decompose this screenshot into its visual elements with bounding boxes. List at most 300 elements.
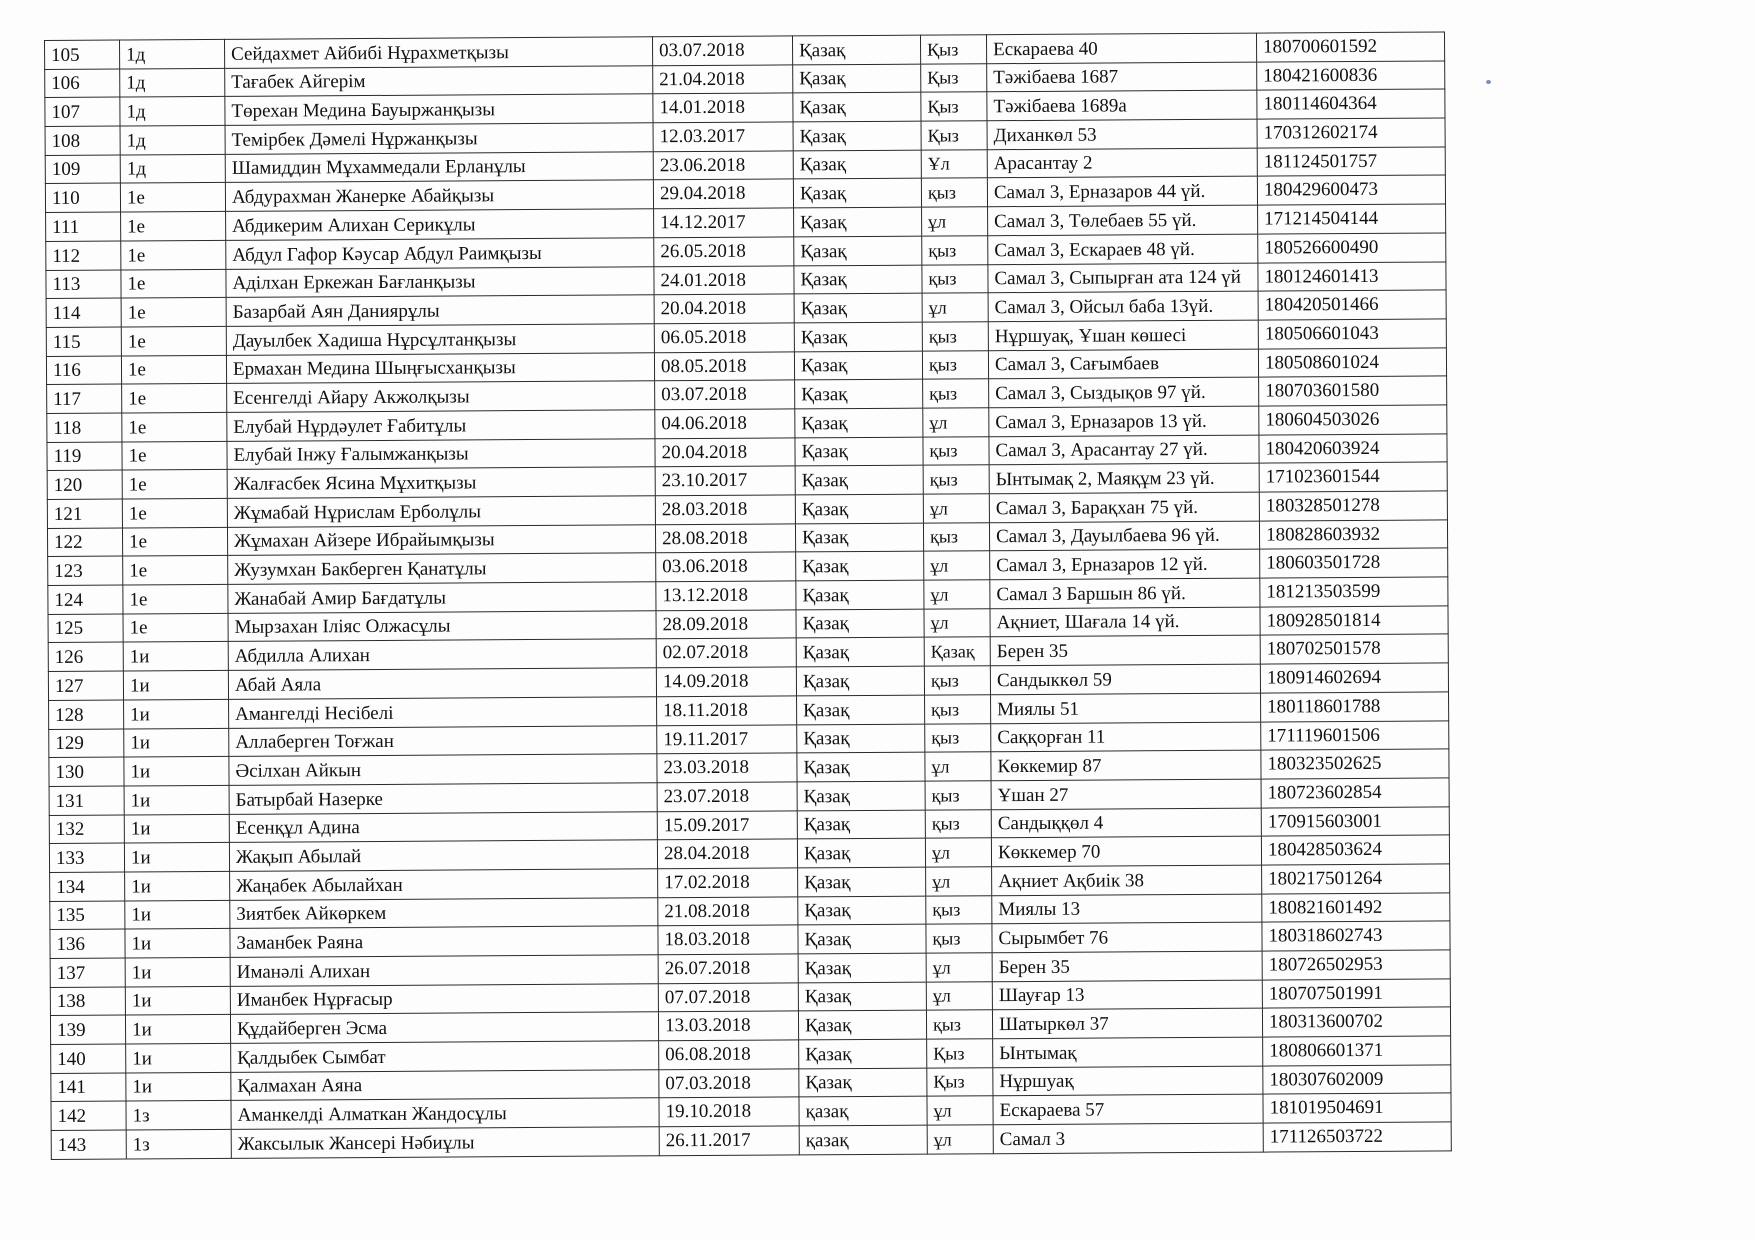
class-cell: 1д	[120, 97, 225, 126]
iin-number: 180723602854	[1261, 778, 1449, 808]
iin-number: 171214504144	[1258, 204, 1446, 234]
address: Берен 35	[992, 951, 1262, 981]
address: Ынтымақ 2, Маяқұм 23 үй.	[989, 463, 1259, 493]
iin-number: 180806601371	[1263, 1036, 1451, 1066]
scan-speck	[1486, 80, 1491, 84]
gender: қыз	[925, 695, 991, 724]
address: Самал 3, Сыздықов 97 үй.	[989, 377, 1259, 407]
student-name: Жаңабек Абылайхан	[230, 869, 658, 900]
row-number: 113	[46, 270, 121, 299]
row-number: 124	[48, 585, 123, 614]
student-name: Есенгелді Айару Акжолқызы	[227, 381, 655, 412]
class-cell: 1д	[120, 125, 225, 154]
iin-number: 171126503722	[1263, 1122, 1451, 1152]
nationality: Қазақ	[794, 351, 922, 380]
iin-number: 180914602694	[1260, 663, 1448, 693]
address: Шауғар 13	[992, 980, 1262, 1010]
row-number: 133	[49, 843, 124, 872]
iin-number: 180828603932	[1259, 520, 1447, 550]
student-name: Заманбек Раяна	[230, 926, 658, 957]
student-name: Қалдыбек Сымбат	[231, 1041, 659, 1072]
address: Самал 3, Төлебаев 55 үй.	[988, 205, 1258, 235]
iin-number: 180603501728	[1260, 548, 1448, 578]
address: Самал 3, Ерназаров 13 үй.	[989, 406, 1259, 436]
gender: Қазақ	[924, 637, 990, 666]
student-name: Амангелді Несібелі	[229, 697, 657, 728]
nationality: Қазақ	[793, 150, 921, 179]
address: Сандыккөл 59	[990, 664, 1260, 694]
nationality: Қазақ	[798, 953, 926, 982]
iin-number: 180114604364	[1257, 89, 1445, 119]
iin-number: 171023601544	[1259, 462, 1447, 492]
nationality: Қазақ	[798, 1011, 926, 1040]
iin-number: 170312602174	[1257, 118, 1445, 148]
address: Самал 3, Ерназаров 12 үй.	[990, 549, 1260, 579]
nationality: Қазақ	[793, 93, 921, 122]
nationality: Қазақ	[797, 781, 925, 810]
birth-date: 19.11.2017	[657, 724, 797, 754]
address: Ескараева 57	[993, 1095, 1263, 1125]
iin-number: 180707501991	[1262, 979, 1450, 1009]
row-number: 128	[49, 700, 124, 729]
gender: қыз	[926, 1010, 992, 1039]
row-number: 116	[46, 356, 121, 385]
row-number: 123	[48, 556, 123, 585]
nationality: Қазақ	[799, 1068, 927, 1097]
student-name: Абдурахман Жанерке Абайқызы	[225, 180, 653, 211]
gender: Қыз	[927, 1067, 993, 1096]
nationality: Қазақ	[797, 695, 925, 724]
row-number: 107	[45, 97, 120, 126]
student-name: Абдикерим Алихан Серикұлы	[226, 209, 654, 240]
nationality: Қазақ	[797, 752, 925, 781]
class-cell: 1е	[121, 355, 226, 384]
student-name: Темірбек Дәмелі Нұржанқызы	[225, 123, 653, 154]
address: Самал 3, Сағымбаев	[988, 349, 1258, 379]
iin-number: 181019504691	[1263, 1093, 1451, 1123]
class-cell: 1е	[120, 183, 225, 212]
birth-date: 06.08.2018	[659, 1040, 799, 1070]
class-cell: 1и	[125, 871, 230, 900]
address: Ескараева 40	[986, 33, 1256, 63]
gender: ұл	[925, 752, 991, 781]
nationality: Қазақ	[793, 121, 921, 150]
row-number: 105	[45, 40, 120, 69]
birth-date: 23.10.2017	[655, 466, 795, 496]
class-cell: 1и	[124, 814, 229, 843]
address: Диханкөл 53	[987, 119, 1257, 149]
row-number: 122	[47, 528, 122, 557]
iin-number: 180429600473	[1257, 175, 1445, 205]
class-cell: 1и	[124, 843, 229, 872]
row-number: 112	[46, 241, 121, 270]
row-number: 138	[50, 987, 125, 1016]
nationality: Қазақ	[793, 64, 921, 93]
iin-number: 180420603924	[1259, 434, 1447, 464]
row-number: 141	[51, 1073, 126, 1102]
row-number: 108	[45, 126, 120, 155]
student-name: Мырзахан Іліяс Олжасұлы	[228, 611, 656, 642]
nationality: қазақ	[799, 1125, 927, 1154]
iin-number: 180420501466	[1258, 290, 1446, 320]
nationality: Қазақ	[796, 638, 924, 667]
student-name: Иманәлі Алихан	[230, 955, 658, 986]
row-number: 131	[49, 786, 124, 815]
nationality: қазақ	[799, 1097, 927, 1126]
student-name: Базарбай Аян Даниярұлы	[226, 295, 654, 326]
class-cell: 1е	[123, 584, 228, 613]
nationality: Қазақ	[797, 724, 925, 753]
address: Арасантау 2	[987, 148, 1257, 178]
birth-date: 29.04.2018	[653, 179, 793, 209]
row-number: 143	[51, 1130, 126, 1159]
class-cell: 1и	[124, 699, 229, 728]
student-name: Аділхан Еркежан Бағланқызы	[226, 266, 654, 297]
class-cell: 1е	[122, 384, 227, 413]
student-name: Аллаберген Тоғжан	[229, 725, 657, 756]
class-cell: 1и	[125, 929, 230, 958]
student-name: Құдайберген Эсма	[230, 1012, 658, 1043]
row-number: 120	[47, 470, 122, 499]
address: Самал 3, Дауылбаева 96 үй.	[989, 521, 1259, 551]
gender: ұл	[926, 981, 992, 1010]
birth-date: 13.03.2018	[658, 1011, 798, 1041]
row-number: 109	[45, 155, 120, 184]
birth-date: 15.09.2017	[657, 810, 797, 840]
gender: қыз	[924, 666, 990, 695]
student-name: Жұмахан Айзере Ибрайымқызы	[227, 524, 655, 555]
birth-date: 03.07.2018	[655, 380, 795, 410]
gender: ұл	[925, 838, 991, 867]
row-number: 130	[49, 757, 124, 786]
student-name: Тағабек Айгерім	[225, 65, 653, 96]
iin-number: 180604503026	[1259, 405, 1447, 435]
birth-date: 06.05.2018	[654, 323, 794, 353]
class-cell: 1и	[125, 900, 230, 929]
gender: қыз	[923, 436, 989, 465]
student-name: Жузумхан Бакберген Қанатұлы	[228, 553, 656, 584]
row-number: 137	[50, 958, 125, 987]
class-cell: 1и	[124, 728, 229, 757]
gender: қыз	[921, 178, 987, 207]
class-cell: 1з	[126, 1101, 231, 1130]
student-name: Жақып Абылай	[229, 840, 657, 871]
birth-date: 14.12.2017	[654, 208, 794, 238]
gender: ұл	[927, 1125, 993, 1154]
iin-number: 180421600836	[1257, 61, 1445, 91]
nationality: Қазақ	[796, 580, 924, 609]
gender: Қыз	[921, 63, 987, 92]
birth-date: 18.03.2018	[658, 925, 798, 955]
student-name: Есенқұл Адина	[229, 811, 657, 842]
row-number: 111	[46, 212, 121, 241]
gender: Қыз	[927, 1039, 993, 1068]
student-name: Төрехан Медина Бауыржанқызы	[225, 94, 653, 125]
row-number: 129	[49, 729, 124, 758]
nationality: Қазақ	[795, 494, 923, 523]
iin-number: 171119601506	[1261, 720, 1449, 750]
student-name: Сейдахмет Айбибі Нұрахметқызы	[224, 37, 652, 68]
class-cell: 1е	[121, 212, 226, 241]
class-cell: 1е	[122, 527, 227, 556]
nationality: Қазақ	[795, 523, 923, 552]
row-number: 119	[47, 442, 122, 471]
row-number: 106	[45, 69, 120, 98]
birth-date: 13.12.2018	[656, 581, 796, 611]
birth-date: 23.07.2018	[657, 782, 797, 812]
class-cell: 1и	[124, 785, 229, 814]
address: Сырымбет 76	[992, 922, 1262, 952]
birth-date: 07.03.2018	[659, 1069, 799, 1099]
row-number: 118	[47, 413, 122, 442]
row-number: 127	[48, 671, 123, 700]
student-name: Елубай Нұрдәулет Ғабитұлы	[227, 410, 655, 441]
row-number: 136	[50, 929, 125, 958]
address: Самал 3, Барақхан 75 үй.	[989, 492, 1259, 522]
nationality: Қазақ	[794, 265, 922, 294]
student-name: Жұмабай Нұрислам Ерболұлы	[227, 496, 655, 527]
birth-date: 23.06.2018	[653, 151, 793, 181]
iin-number: 180508601024	[1258, 348, 1446, 378]
student-name: Ермахан Медина Шыңғысханқызы	[226, 352, 654, 383]
address: Самал 3 Баршын 86 үй.	[990, 578, 1260, 608]
iin-number: 180124601413	[1258, 261, 1446, 291]
address: Ұшан 27	[991, 779, 1261, 809]
address: Самал 3, Ерназаров 44 үй.	[987, 177, 1257, 207]
row-number: 132	[49, 815, 124, 844]
address: Көккемер 70	[991, 836, 1261, 866]
row-number: 125	[48, 614, 123, 643]
class-cell: 1и	[123, 671, 228, 700]
student-name: Дауылбек Хадиша Нұрсұлтанқызы	[226, 324, 654, 355]
class-cell: 1д	[120, 39, 225, 68]
gender: Қыз	[921, 121, 987, 150]
student-name: Иманбек Нұрғасыр	[230, 983, 658, 1014]
nationality: Қазақ	[794, 207, 922, 236]
row-number: 110	[45, 183, 120, 212]
birth-date: 24.01.2018	[654, 265, 794, 295]
gender: ұл	[922, 207, 988, 236]
student-name: Батырбай Назерке	[229, 783, 657, 814]
nationality: Қазақ	[797, 810, 925, 839]
student-name: Зиятбек Айкөркем	[230, 897, 658, 928]
address: Нұршуақ	[993, 1066, 1263, 1096]
class-cell: 1е	[122, 412, 227, 441]
student-rows	[45, 32, 1452, 1159]
iin-number: 180323502625	[1261, 749, 1449, 779]
iin-number: 180700601592	[1256, 32, 1444, 62]
iin-number: 170915603001	[1261, 806, 1449, 836]
class-cell: 1е	[122, 441, 227, 470]
gender: қыз	[923, 465, 989, 494]
iin-number: 180726502953	[1262, 950, 1450, 980]
nationality: Қазақ	[795, 408, 923, 437]
row-number: 117	[47, 384, 122, 413]
class-cell: 1е	[121, 240, 226, 269]
nationality: Қазақ	[795, 379, 923, 408]
class-cell: 1е	[123, 556, 228, 585]
address: Миялы 51	[991, 693, 1261, 723]
birth-date: 26.11.2017	[659, 1126, 799, 1156]
gender: қыз	[925, 781, 991, 810]
birth-date: 17.02.2018	[658, 868, 798, 898]
gender: қыз	[926, 924, 992, 953]
address: Нұршуақ, Ұшан көшесі	[988, 320, 1258, 350]
nationality: Қазақ	[798, 924, 926, 953]
nationality: Қазақ	[799, 1039, 927, 1068]
nationality: Қазақ	[798, 982, 926, 1011]
student-name: Елубай Інжу Ғалымжанқызы	[227, 438, 655, 469]
iin-number: 180428503624	[1261, 835, 1449, 865]
nationality: Қазақ	[796, 609, 924, 638]
row-number: 140	[51, 1044, 126, 1073]
iin-number: 180526600490	[1258, 233, 1446, 263]
class-cell: 1е	[122, 470, 227, 499]
student-name: Жаксылык Жансері Нәбиұлы	[231, 1127, 659, 1158]
iin-number: 180217501264	[1262, 864, 1450, 894]
gender: ұл	[922, 293, 988, 322]
birth-date: 23.03.2018	[657, 753, 797, 783]
birth-date: 18.11.2018	[657, 696, 797, 726]
class-cell: 1и	[125, 957, 230, 986]
row-number: 134	[50, 872, 125, 901]
iin-number: 180318602743	[1262, 921, 1450, 951]
iin-number: 180313600702	[1262, 1007, 1450, 1037]
nationality: Қазақ	[792, 35, 920, 64]
birth-date: 26.07.2018	[658, 954, 798, 984]
birth-date: 21.04.2018	[653, 65, 793, 95]
address: Саққорған 11	[991, 722, 1261, 752]
student-name: Жанабай Амир Бағдатұлы	[228, 582, 656, 613]
gender: ұл	[927, 1096, 993, 1125]
birth-date: 26.05.2018	[654, 237, 794, 267]
student-list-sheet	[44, 31, 1451, 1185]
gender: ұл	[923, 494, 989, 523]
student-table	[44, 31, 1452, 1159]
gender: қыз	[922, 236, 988, 265]
birth-date: 14.09.2018	[656, 667, 796, 697]
class-cell: 1е	[121, 269, 226, 298]
class-cell: 1и	[124, 757, 229, 786]
birth-date: 07.07.2018	[658, 983, 798, 1013]
address: Самал 3, Ойсыл баба 13үй.	[988, 291, 1258, 321]
iin-number: 181124501757	[1257, 147, 1445, 177]
nationality: Қазақ	[795, 437, 923, 466]
nationality: Қазақ	[794, 236, 922, 265]
gender: ұл	[923, 408, 989, 437]
gender: қыз	[923, 522, 989, 551]
gender: ұл	[924, 580, 990, 609]
row-number: 142	[51, 1101, 126, 1130]
student-name: Қалмахан Аяна	[231, 1070, 659, 1101]
birth-date: 28.03.2018	[655, 495, 795, 525]
iin-number: 180703601580	[1259, 376, 1447, 406]
student-name: Шамиддин Мұхаммедали Ерланұлы	[225, 152, 653, 183]
gender: ұл	[926, 867, 992, 896]
nationality: Қазақ	[793, 179, 921, 208]
nationality: Қазақ	[798, 896, 926, 925]
student-name: Абдул Гафор Кәусар Абдул Раимқызы	[226, 238, 654, 269]
class-cell: 1е	[121, 298, 226, 327]
nationality: Қазақ	[797, 838, 925, 867]
address: Ынтымақ	[993, 1037, 1263, 1067]
iin-number: 181213503599	[1260, 577, 1448, 607]
student-name: Жалғасбек Ясина Мұхитқызы	[227, 467, 655, 498]
gender: Қыз	[921, 92, 987, 121]
class-cell: 1е	[122, 498, 227, 527]
row-number: 139	[50, 1015, 125, 1044]
gender: қыз	[925, 809, 991, 838]
row-number: 121	[47, 499, 122, 528]
gender: қыз	[926, 895, 992, 924]
birth-date: 20.04.2018	[655, 438, 795, 468]
nationality: Қазақ	[795, 465, 923, 494]
gender: ұл	[926, 953, 992, 982]
birth-date: 03.07.2018	[652, 36, 792, 66]
iin-number: 180506601043	[1258, 319, 1446, 349]
address: Ақниет Ақбиік 38	[992, 865, 1262, 895]
student-name: Аманкелді Алматкан Жандосұлы	[231, 1098, 659, 1129]
class-cell: 1д	[120, 68, 225, 97]
birth-date: 21.08.2018	[658, 897, 798, 927]
class-cell: 1и	[123, 642, 228, 671]
birth-date: 04.06.2018	[655, 409, 795, 439]
iin-number: 180328501278	[1259, 491, 1447, 521]
birth-date: 03.06.2018	[656, 552, 796, 582]
class-cell: 1и	[126, 1072, 231, 1101]
birth-date: 12.03.2017	[653, 122, 793, 152]
address: Тәжібаева 1687	[987, 62, 1257, 92]
address: Сандыққөл 4	[991, 808, 1261, 838]
iin-number: 180307602009	[1263, 1065, 1451, 1095]
birth-date: 28.08.2018	[655, 524, 795, 554]
birth-date: 20.04.2018	[654, 294, 794, 324]
address: Тәжібаева 1689а	[987, 90, 1257, 120]
row-number: 126	[48, 642, 123, 671]
nationality: Қазақ	[796, 666, 924, 695]
class-cell: 1и	[125, 986, 230, 1015]
address: Самал 3, Сыпырған ата 124 үй	[988, 263, 1258, 293]
gender: Қыз	[920, 35, 986, 64]
class-cell: 1д	[120, 154, 225, 183]
birth-date: 02.07.2018	[656, 638, 796, 668]
nationality: Қазақ	[796, 552, 924, 581]
class-cell: 1и	[126, 1043, 231, 1072]
row-number: 135	[50, 901, 125, 930]
birth-date: 14.01.2018	[653, 93, 793, 123]
birth-date: 28.04.2018	[657, 839, 797, 869]
row-number: 115	[46, 327, 121, 356]
address: Самал 3	[993, 1123, 1263, 1153]
student-name: Абай Аяла	[228, 668, 656, 699]
address: Самал 3, Арасантау 27 үй.	[989, 435, 1259, 465]
birth-date: 08.05.2018	[654, 351, 794, 381]
gender: қыз	[922, 322, 988, 351]
class-cell: 1е	[123, 613, 228, 642]
birth-date: 19.10.2018	[659, 1097, 799, 1127]
gender: Ұл	[921, 149, 987, 178]
address: Миялы 13	[992, 894, 1262, 924]
address: Берен 35	[990, 636, 1260, 666]
iin-number: 180928501814	[1260, 606, 1448, 636]
gender: ұл	[924, 608, 990, 637]
class-cell: 1е	[121, 326, 226, 355]
class-cell: 1з	[126, 1130, 231, 1159]
nationality: Қазақ	[798, 867, 926, 896]
gender: қыз	[925, 723, 991, 752]
iin-number: 180118601788	[1261, 692, 1449, 722]
gender: қыз	[922, 264, 988, 293]
